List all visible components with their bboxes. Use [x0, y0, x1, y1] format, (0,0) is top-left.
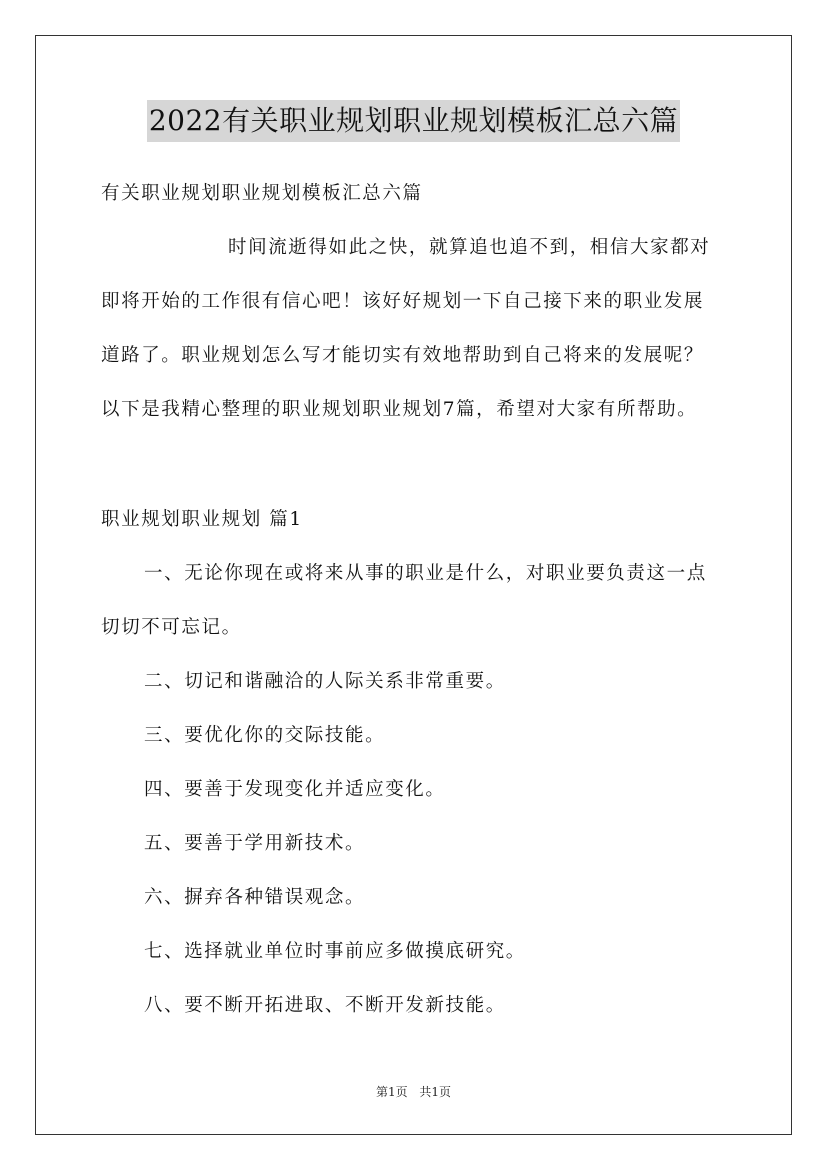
intro-line-3: 道路了。职业规划怎么写才能切实有效地帮助到自己将来的发展呢？ [101, 345, 705, 366]
list-item: 二、切记和谐融洽的人际关系非常重要。 [144, 671, 506, 692]
list-item: 五、要善于学用新技术。 [144, 833, 366, 854]
list-item: 六、摒弃各种错误观念。 [144, 887, 366, 908]
document-title: 2022有关职业规划职业规划模板汇总六篇 [147, 100, 680, 142]
list-item: 八、要不断开拓进取、不断开发新技能。 [144, 995, 506, 1016]
title-container [0, 100, 827, 142]
list-item: 七、选择就业单位时事前应多做摸底研究。 [144, 941, 526, 962]
page-total: 共1页 [419, 1085, 452, 1099]
document-subtitle: 有关职业规划职业规划模板汇总六篇 [101, 183, 423, 204]
list-item: 四、要善于发现变化并适应变化。 [144, 779, 446, 800]
list-item: 一、无论你现在或将来从事的职业是什么，对职业要负责这一点 [144, 563, 707, 584]
intro-line-1: 时间流逝得如此之快，就算追也追不到，相信大家都对 [228, 237, 711, 258]
page-footer [0, 1083, 827, 1101]
intro-line-4: 以下是我精心整理的职业规划职业规划7篇，希望对大家有所帮助。 [101, 399, 698, 420]
intro-line-2: 即将开始的工作很有信心吧！该好好规划一下自己接下来的职业发展 [101, 291, 705, 312]
list-item: 切切不可忘记。 [101, 617, 242, 638]
section-heading: 职业规划职业规划 篇1 [101, 509, 303, 530]
list-item: 三、要优化你的交际技能。 [144, 725, 386, 746]
page-number: 第1页 [375, 1085, 408, 1099]
